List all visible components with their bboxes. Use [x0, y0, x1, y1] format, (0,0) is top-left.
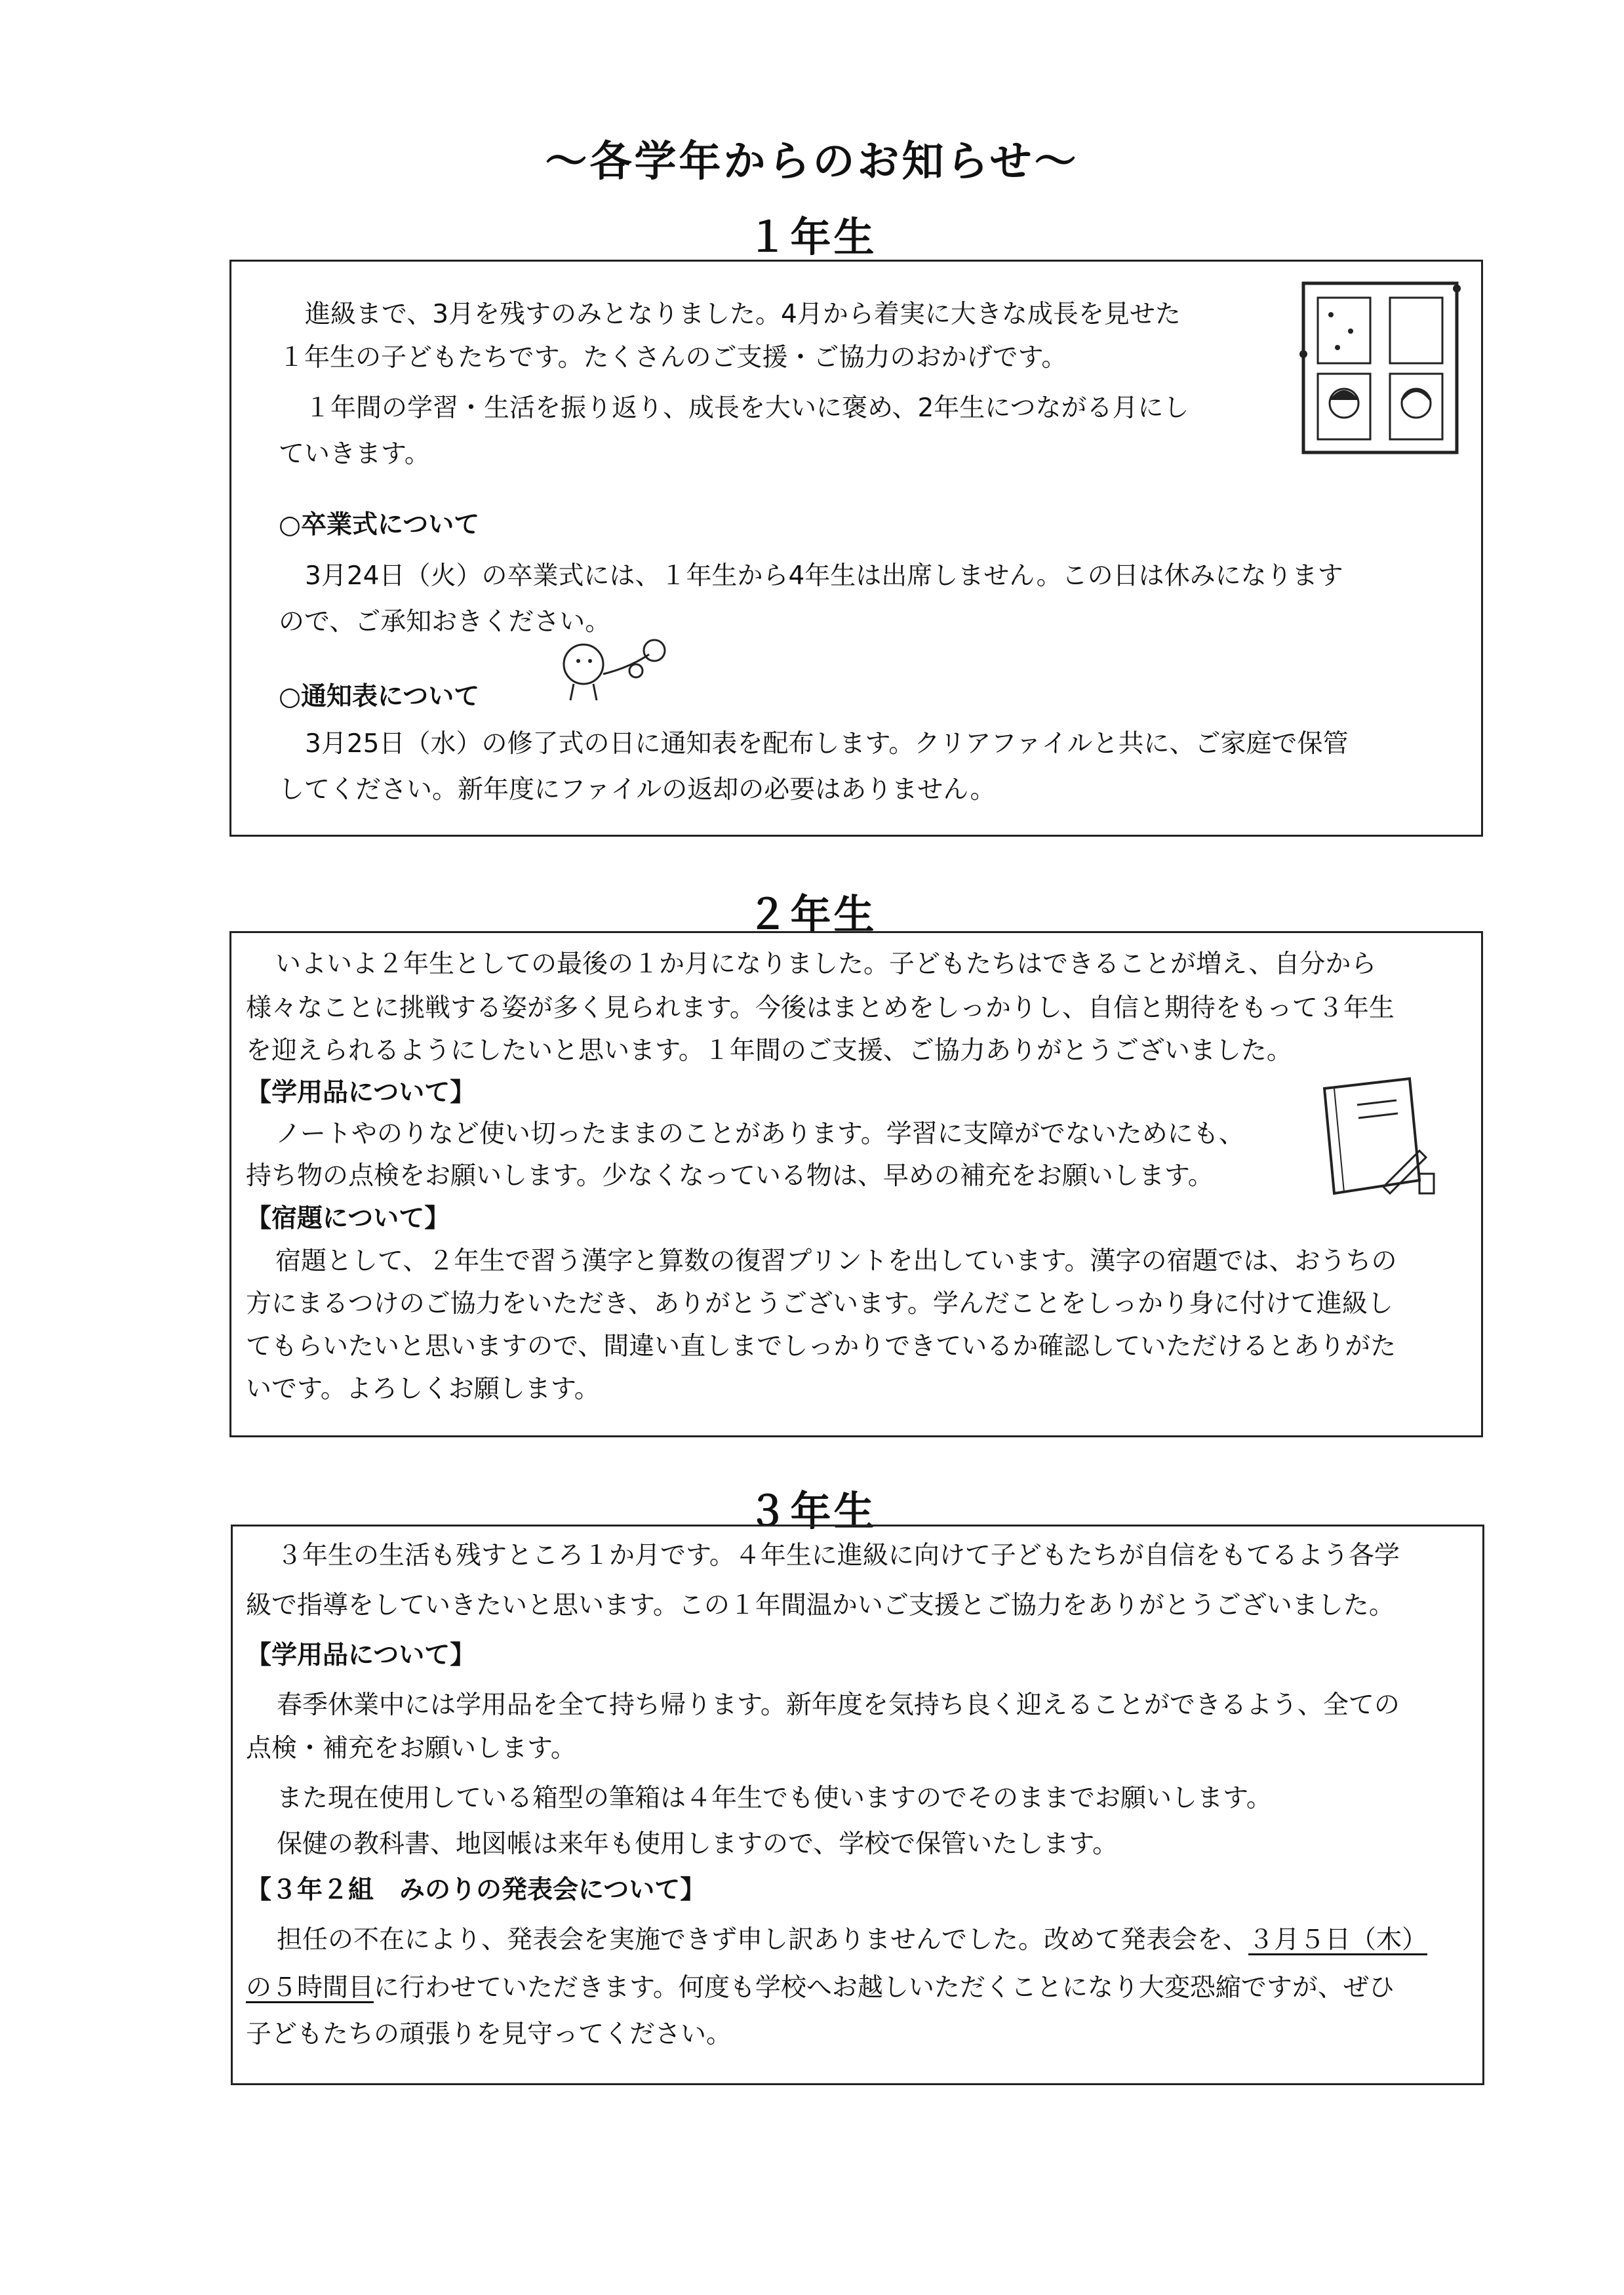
- grade2-intro-line: 様々なことに挑戦する姿が多く見られます。今後はまとめをしっかりし、自信と期待をもって３年生: [246, 993, 1395, 1023]
- grade1-report-line: 3月25日（水）の修了式の日に通知表を配布します。クリアファイルと共に、ご家庭で保管: [305, 729, 1349, 759]
- grade1-graduation-line: 3月24日（火）の卒業式には、１年生から4年生は出席しません。この日は休みになります: [305, 561, 1343, 591]
- grade2-homework-line: てもらいたいと思いますので、間違い直しまでしっかりできているか確認していただけるとありがた: [246, 1332, 1396, 1361]
- grade1-intro-line: １年間の学習・生活を振り返り、成長を大いに褒め、2年生につながる月にし: [305, 393, 1189, 423]
- grade2-heading: ２年生: [747, 890, 877, 938]
- presentation-period: の５時間目: [246, 1973, 374, 2003]
- grade2-supplies-line: ノートやのりなど使い切ったままのことがあります。学習に支障がでないためにも、: [275, 1119, 1244, 1149]
- grade1-graduation-heading: ○卒業式について: [279, 510, 480, 540]
- window-illustration: [1292, 269, 1469, 466]
- grade2-intro-line: を迎えられるようにしたいと思います。１年間のご支援、ご協力ありがとうございました。: [246, 1036, 1292, 1066]
- grade3-presentation-line: [246, 1966, 1395, 2010]
- grade2-homework-line: 宿題として、２年生で習う漢字と算数の復習プリントを出しています。漢字の宿題では、おうちの: [275, 1247, 1397, 1276]
- grade1-heading: １年生: [747, 213, 877, 261]
- grade2-intro-line: いよいよ２年生としての最後の１か月になりました。子どもたちはできることが増え、自分から: [275, 949, 1377, 979]
- grade3-presentation-line: [277, 1919, 1427, 1962]
- grade2-supplies-heading: 【学用品について】: [246, 1078, 476, 1108]
- page-title: 〜各学年からのお知らせ〜: [545, 138, 1079, 186]
- notebook-illustration: [1311, 1075, 1442, 1213]
- grade1-intro-line: １年生の子どもたちです。たくさんのご支援・ご協力のおかげです。: [279, 343, 1067, 372]
- grade1-report-heading: ○通知表について: [279, 682, 480, 711]
- grade3-supplies-line: 点検・補充をお願いします。: [246, 1734, 576, 1763]
- grade3-intro-line: ３年生の生活も残すところ１か月です。４年生に進級に向けて子どもたちが自信をもてるよう各学: [277, 1541, 1400, 1570]
- presentation-text: に行わせていただきます。何度も学校へお越しいただくことになり大変恐縮ですが、ぜひ: [374, 1973, 1395, 2003]
- presentation-date: ３月５日（木）: [1248, 1925, 1428, 1955]
- grade1-intro-line: 進級まで、3月を残すのみとなりました。4月から着実に大きな成長を見せた: [305, 300, 1181, 329]
- grade1-intro-line: ていきます。: [279, 439, 430, 469]
- grade3-supplies-heading: 【学用品について】: [246, 1641, 476, 1670]
- grade2-supplies-line: 持ち物の点検をお願いします。少なくなっている物は、早めの補充をお願いします。: [246, 1161, 1214, 1191]
- presentation-text: 担任の不在により、発表会を実施できず申し訳ありませんでした。改めて発表会を、: [277, 1925, 1249, 1955]
- grade3-supplies-line: 保健の教科書、地図帳は来年も使用しますので、学校で保管いたします。: [277, 1829, 1119, 1859]
- grade2-homework-line: 方にまるつけのご協力をいただき、ありがとうございます。学んだことをしっかり身に付けて進級し: [246, 1289, 1393, 1319]
- grade3-presentation-heading: 【３年２組 みのりの発表会について】: [246, 1875, 706, 1905]
- grade3-presentation-line: 子どもたちの頑張りを見守ってください。: [246, 2020, 732, 2049]
- grade3-supplies-line: 春季休業中には学用品を全て持ち帰ります。新年度を気持ち良く迎えることができるよう、全ての: [277, 1690, 1400, 1720]
- bird-flower-illustration: [557, 635, 675, 707]
- grade1-graduation-line: ので、ご承知おきください。: [279, 607, 611, 637]
- grade3-supplies-line: また現在使用している箱型の筆箱は４年生でも使いますのでそのままでお願いします。: [277, 1784, 1272, 1813]
- grade2-homework-heading: 【宿題について】: [246, 1204, 450, 1233]
- grade3-intro-line: 級で指導をしていきたいと思います。この１年間温かいご支援とご協力をありがとうございました。: [246, 1591, 1395, 1620]
- grade1-report-line: してください。新年度にファイルの返却の必要はありません。: [279, 775, 996, 805]
- grade3-heading: ３年生: [747, 1487, 877, 1535]
- grade2-homework-line: いです。よろしくお願します。: [246, 1374, 600, 1404]
